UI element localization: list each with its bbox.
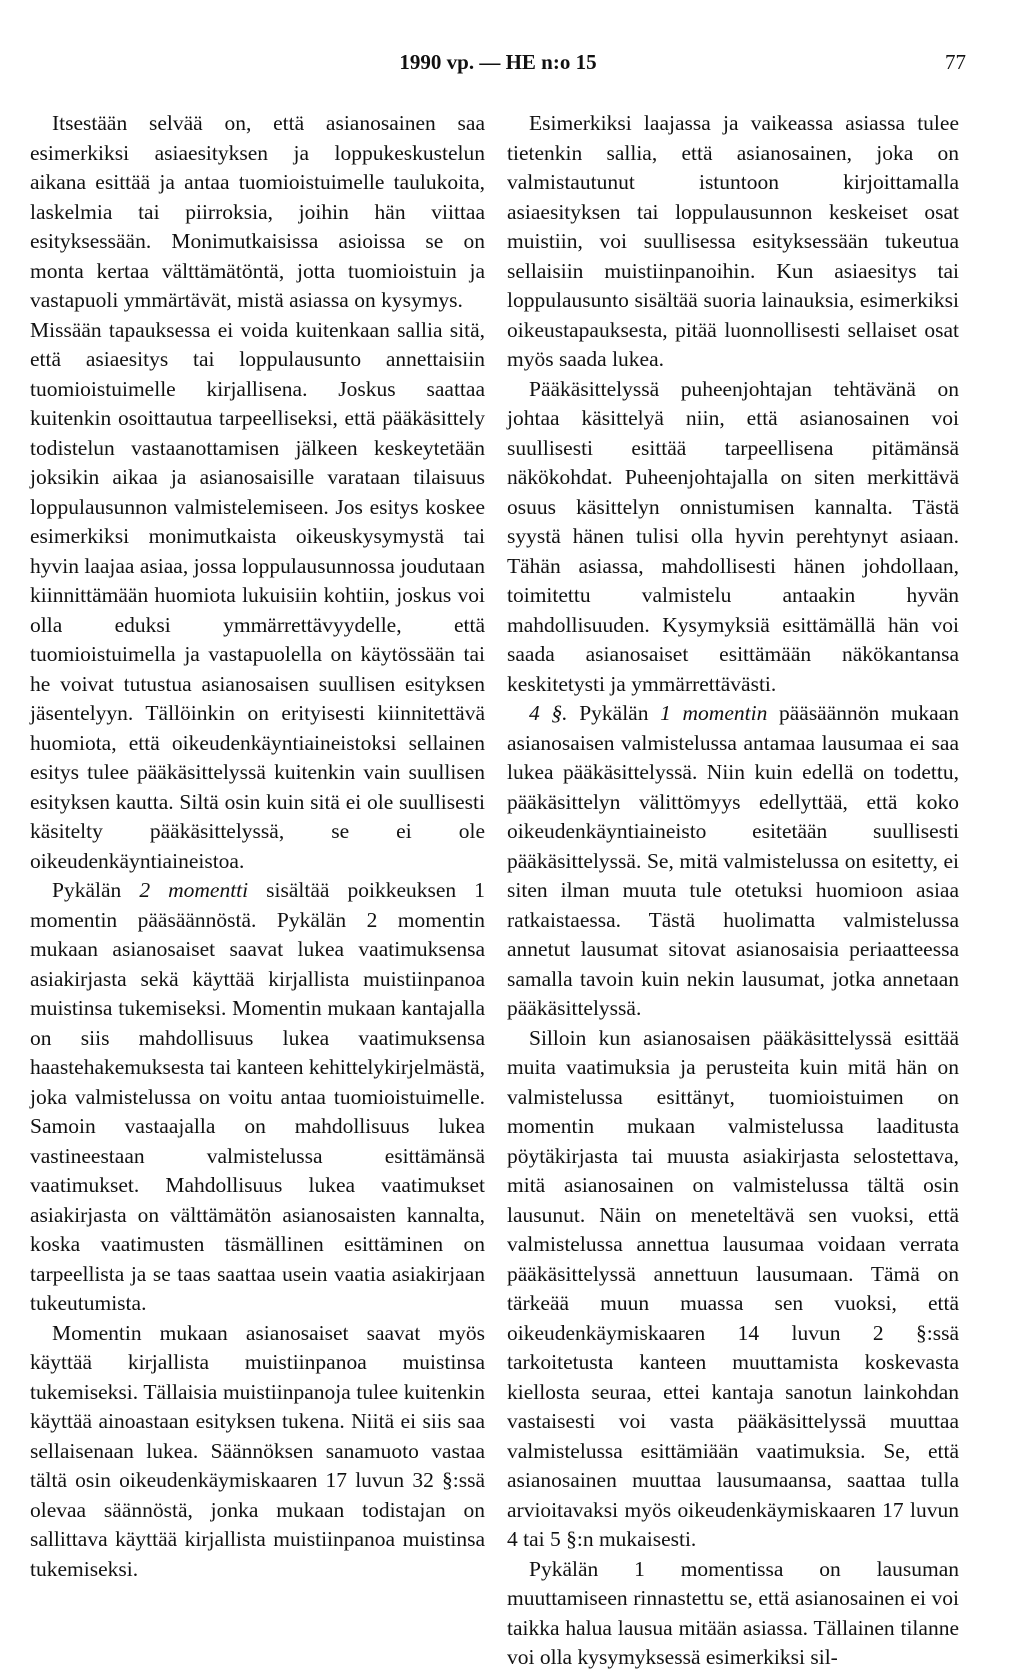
paragraph: Missään tapauksessa ei voida kuitenkaan sallia sitä, että asiaesitys tai loppulausunto annettaisiin tuomioistuimelle kirjallisena. Joskus saattaa kuitenkin osoittautua tarpeelliseksi, että pääkäsittely todistelun vastaanottamisen jälkeen keskeytetään joksikin aikaa ja asianosaisille varataan tilaisuus loppulausunnon valmistelemiseen. Jos esitys koskee esimerkiksi monimutkaista oikeuskysymystä tai hyvin laajaa asiaa, jossa loppulausunnossa joudutaan kiinnittämään huomiota lukuisiin kohtiin, joskus voi olla eduksi ymmärrettävyydelle, että tuomioistuimella ja vastapuolella on käytössään tai he voivat tutustua asianosaisen suullisen esityksen jäsentelyyn. Tällöinkin on erityisesti kiinnitettävä huomiota, että oikeudenkäyntiaineistoksi sellainen esitys tulee pääkäsittelyssä kuitenkin vain suullisen esityksen kautta. Siltä osin kuin sitä ei ole suullisesti käsitelty pääkäsittelyssä, se ei ole oikeudenkäyntiaineistoa. — [30, 317, 485, 873]
paragraph: Silloin kun asianosaisen pääkäsittelyssä esittää muita vaatimuksia ja perusteita kuin mitä hän on valmistelussa esittänyt, tuomioistuimen on momentin mukaan valmistelussa laaditusta pöytäkirjasta tai muusta asiakirjasta selostettava, mitä asianosainen on valmistelussa tältä osin lausunut. Näin on meneteltävä sen vuoksi, että valmistelussa annettua lausumaa voidaan verrata pääkäsittelyssä annettuun lausumaan. Tämä on tärkeää muun muassa sen vuoksi, että oikeudenkäymiskaaren 14 luvun 2 §:ssä tarkoitetusta kanteen muuttamista koskevasta kiellosta seuraa, ettei kantaja sanotun lainkohdan vastaisesti voi vasta pääkäsittelyssä muuttaa valmistelussa esittämiään vaatimuksia. Se, että asianosainen muuttaa lausumaansa, saattaa tulla arvioitavaksi myös oikeudenkäymiskaaren 17 luvun 4 tai 5 §:n mukaisesti. — [507, 1025, 959, 1551]
page-number: 77 — [945, 50, 966, 74]
paragraph: Esimerkiksi laajassa ja vaikeassa asiassa tulee tietenkin sallia, että asianosainen, joka on valmistautunut istuntoon kirjoittamalla asiaesityksen tai loppulausunnon keskeiset osat muistiin, voi suullisessa esityksessään tukeutua sellaisiin muistiinpanoihin. Kun asiaesitys tai loppulausunto sisältää suoria lainauksia, esimerkiksi oikeustapauksesta, pitää luonnollisesti sellaiset osat myös saada lukea. — [507, 111, 959, 371]
paragraph: Pääkäsittelyssä puheenjohtajan tehtävänä on johtaa käsittelyä niin, että asianosainen voi suullisesti esittää tarpeellisena pitämänsä näkökohdat. Puheenjohtajalla on siten merkittävä osuus käsittelyn onnistumisen kannalta. Tästä syystä hänen tulisi olla hyvin perehtynyt asiaan. Tähän asiassa, mahdollisesti hänen johdollaan, toimitettu valmistelu antaakin hyvän mahdollisuuden. Kysymyksiä esittämällä hän voi saada asianosaiset esittämään näkökantansa keskitetysti ja ymmärrettävästi. — [507, 376, 959, 696]
text-run: Pykälän — [52, 878, 140, 902]
section-marker: 4 §. — [529, 701, 568, 725]
paragraph: Pykälän 1 momentissa on lausuman muuttamiseen rinnastettu se, että asianosainen ei voi taikka halua lausua mitään asiassa. Tällainen tilanne voi olla kysymyksessä esimerkiksi sil- — [507, 1556, 959, 1669]
text-run: Pykälän — [567, 701, 661, 725]
paragraph: Itsestään selvää on, että asianosainen saa esimerkiksi asiaesityksen ja loppukeskustelun aikana esittää ja antaa tuomioistuimelle taulukoita, laskelmia tai piirroksia, joihin hän viittaa esityksessään. Monimutkaisissa asioissa se on monta kertaa välttämätöntä, jotta tuomioistuin ja vastapuoli ymmärtävät, mistä asiassa on kysymys. — [30, 111, 485, 312]
page-header — [30, 50, 966, 80]
italic-term: 1 momentin — [660, 701, 768, 725]
italic-term: 2 momentti — [139, 878, 249, 902]
paragraph — [507, 699, 959, 1024]
right-column — [507, 109, 959, 1673]
text-run: pääsäännön mukaan asianosaisen valmistelussa antamaa lausumaa ei saa lukea pääkäsittelyssä. Niin kuin edellä on todettu, pääkäsittelyn välittömyys edellyttää, että koko oikeudenkäyntiaineisto esitetään suullisesti pääkäsittelyssä. Se, mitä valmistelussa on esitetty, ei siten ilman muuta tule otetuksi huomioon asiaa ratkaistaessa. Tästä huolimatta valmistelussa annetut lausumat sitovat asianosaisia periaatteessa samalla tavoin kuin nekin lausumat, jotka annetaan pääkäsittelyssä. — [507, 701, 959, 1020]
left-column — [30, 109, 485, 1584]
paragraph — [30, 876, 485, 1319]
paragraph: Momentin mukaan asianosaiset saavat myös käyttää kirjallista muistiinpanoa muistinsa tukemiseksi. Tällaisia muistiinpanoja tulee kuitenkin käyttää ainoastaan esityksen tukena. Niitä ei siis saa sellaisenaan lukea. Säännöksen sanamuoto vastaa tältä osin oikeudenkäymiskaaren 17 luvun 32 §:ssä olevaa säännöstä, jonka mukaan todistajan on sallittava käyttää kirjallista muistiinpanoa muistinsa tukemiseksi. — [30, 1320, 485, 1581]
running-title: 1990 vp. — HE n:o 15 — [399, 50, 597, 74]
text-run: sisältää poikkeuksen 1 momentin pääsäännöstä. Pykälän 2 momentin mukaan asianosaiset saavat lukea vaatimuksensa asiakirjasta sekä käyttää kirjallista muistiinpanoa muistinsa tukemiseksi. Momentin mukaan kantajalla on siis mahdollisuus lukea vaatimuksensa haastehakemuksesta tai kanteen kehittelykirjelmästä, joka valmistelussa on voitu antaa tuomioistuimelle. Samoin vastaajalla on mahdollisuus lukea vastineestaan valmistelussa esittämänsä vaatimukset. Mahdollisuus lukea vaatimukset asiakirjasta on välttämätön asianosaisten kannalta, koska vaatimusten täsmällinen esittäminen on tarpeellista ja se taas saattaa usein vaatia asiakirjaan tukeutumista. — [30, 878, 485, 1315]
